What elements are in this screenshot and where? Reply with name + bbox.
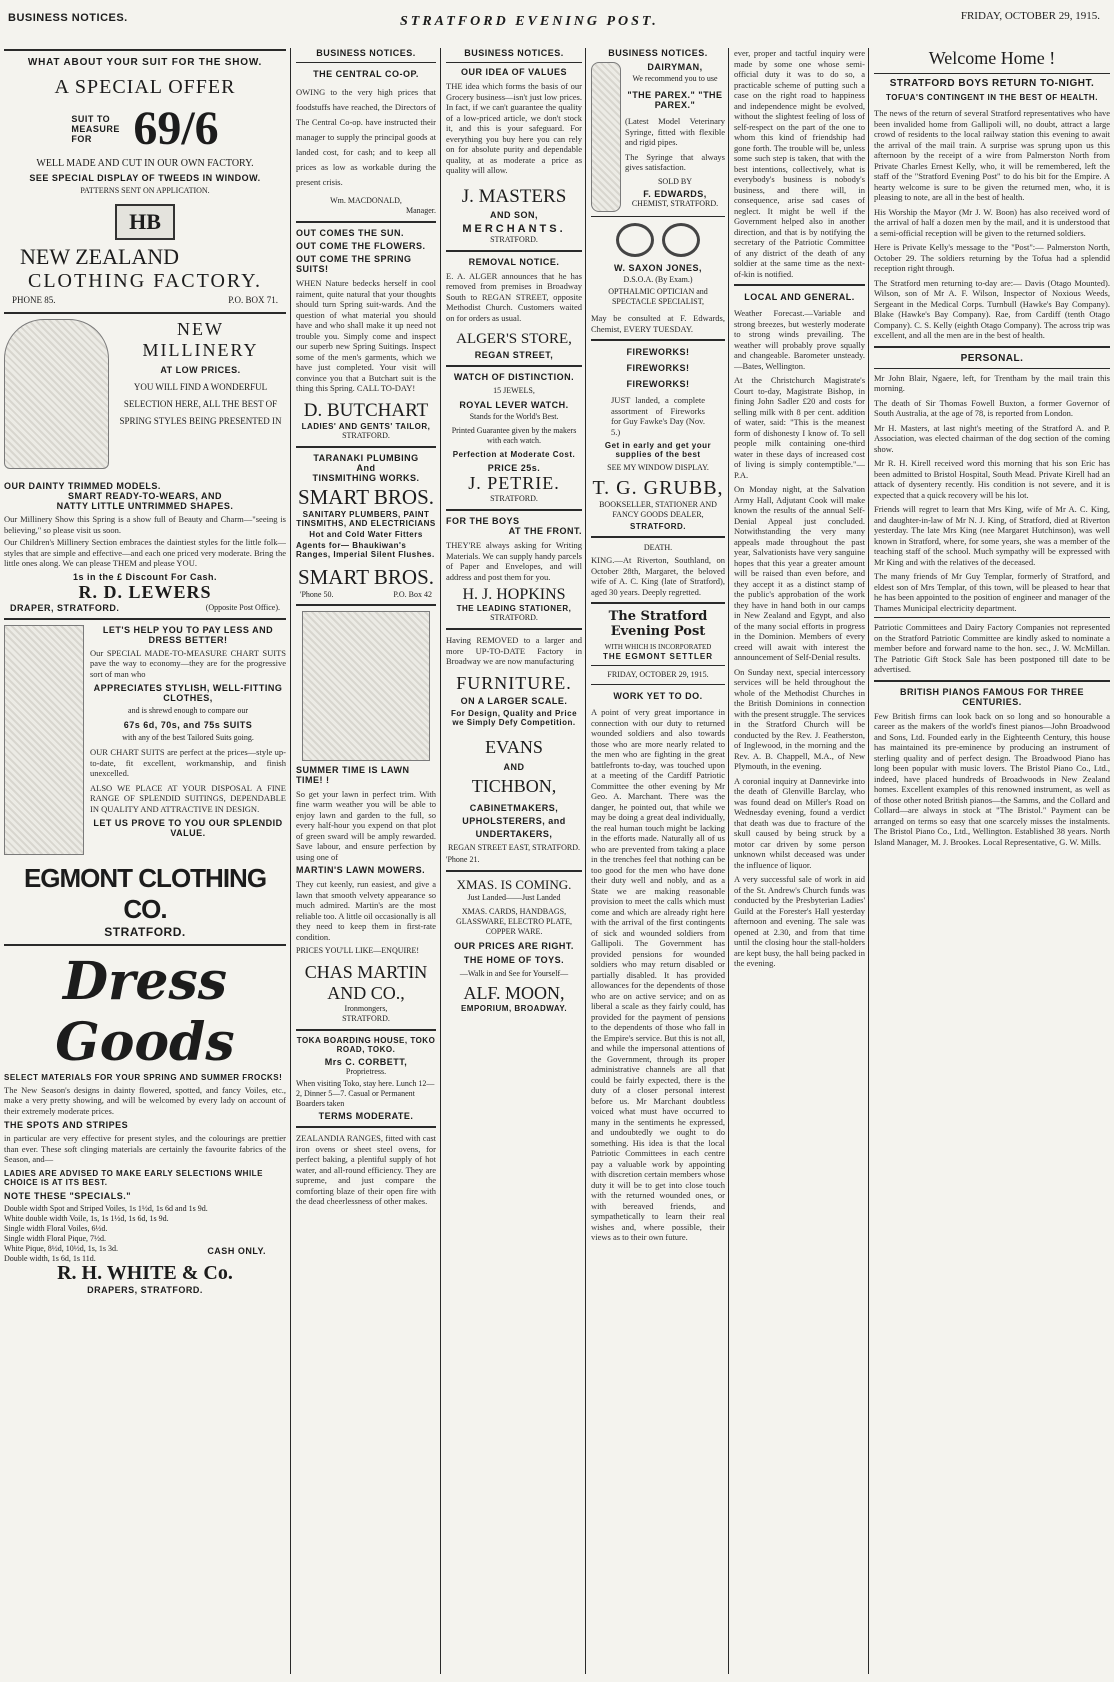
petrie-stratford: STRATFORD. — [490, 494, 538, 503]
personal-heading: PERSONAL. — [960, 352, 1024, 364]
latest-model: (Latest Model Veterinary Syringe, fitted with flexible and rigid pipes. — [625, 116, 725, 147]
clothing-factory: CLOTHING FACTORY. — [27, 270, 263, 292]
regan-east: REGAN STREET EAST, STRATFORD. — [448, 842, 580, 852]
appreciates-line: APPRECIATES STYLISH, WELL-FITTING CLOTHES, — [93, 683, 283, 703]
new-season-text: The New Season's designs in dainty flowered, spotted, and fancy Voiles, etc., make a very pretty showing, and will be welcomed by every lady on account of their extremely moderate prices. — [4, 1084, 286, 1116]
edwards-name: F. EDWARDS, — [643, 188, 707, 199]
welcome-home: Welcome Home ! — [928, 48, 1056, 68]
white-name: R. H. WHITE & Co. — [57, 1261, 233, 1284]
get-early: Get in early and get your supplies of the best — [604, 441, 712, 459]
spots-stripes: THE SPOTS AND STRIPES — [4, 1120, 129, 1130]
sunday-services: On Sunday next, special intercessory services will be held throughout the whole of the Methodist Churches in the British Dominions in connection with the present struggle. The services in the Stratford Church will be conducted by the Rev. J. Featherston, of Inglewood, in the morning and the Rev. A. B. Chappell, M.A., of New Plymouth, in the evening. — [734, 666, 865, 771]
see-window: SEE MY WINDOW DISPLAY. — [607, 463, 709, 472]
column-rule — [728, 48, 729, 1674]
tailored-line: with any of the best Tailored Suits going. — [122, 733, 254, 742]
chart-suits-text: Our SPECIAL MADE-TO-MEASURE CHART SUITS pave the way to economy—they are for the progressive sort of man who — [90, 647, 286, 679]
col3-business-notices: BUSINESS NOTICES. — [464, 48, 564, 58]
egmont-clothing: EGMONT CLOTHING CO. — [23, 862, 267, 924]
dso-exam: D.S.O.A. (By Exam.) — [623, 275, 693, 284]
watch-distinction: WATCH OF DISTINCTION. — [453, 372, 575, 382]
personal-6: The many friends of Mr Guy Templar, formerly of Stratford, and eldest son of Mrs Templar, of this town, will be pleased to hear that he has been appointed to the position of engineer and manager of the Thames Municipal electricity department. — [874, 571, 1110, 613]
grubb-name: T. G. GRUBB, — [592, 477, 724, 499]
personal-3: Mr H. Masters, at last night's meeting of the Stratford A. and P. Association, was elected chairman of the dog section of the coming show. — [874, 422, 1110, 454]
masthead-left: BUSINESS NOTICES. — [8, 12, 128, 24]
personal-4: Mr R. H. Kirell received word this morning that his son Eric has been admitted to Bristol Hospital, South Mead. Private Kirell had an attack of dysentery recently. His condition is not severe, and it is expected that a quick recovery will be his lot. — [874, 458, 1110, 500]
suited-man-illustration — [4, 625, 84, 855]
printed-guarantee: Printed Guarantee given by the makers with each watch. — [451, 426, 577, 445]
alger-text: E. A. ALGER announces that he has removed from premises in Broadway South to REGAN STREET, opposite Methodist Church. Customers waited on for orders as usual. — [446, 270, 582, 323]
edwards-chemist: CHEMIST, STRATFORD. — [631, 198, 719, 208]
also-suitings: ALSO WE PLACE AT YOUR DISPOSAL A FINE RANGE OF SPLENDID SUITINGS, DEPENDABLE IN QUALITY AND ATTRACTIVE IN DESIGN. — [90, 782, 286, 814]
recommend: We recommend you to use — [632, 74, 718, 83]
out-come-flowers: OUT COME THE FLOWERS. — [296, 241, 426, 251]
ironmongers: Ironmongers, — [344, 1004, 388, 1013]
for-the-boys: FOR THE BOYS — [446, 516, 520, 526]
effective-text: in particular are very effective for present styles, and the colourings are prettier than ever. These soft clinging materials are certainly the favourite fabrics of the Season, and— — [4, 1133, 286, 1164]
hot-cold-fitters: Hot and Cold Water Fitters — [309, 529, 423, 539]
kelly-message: Here is Private Kelly's message to the "Post":— Palmerston North, October 29. The soldiers returning by the Tofua had a splendid reception right through. — [874, 242, 1110, 273]
mowers-text: They cut keenly, run easiest, and give a lawn that smooth velvety appearance so much admired. Martin's are the most reliable too. A little oil occasionally is all they need to keep them in first-rate condition. — [296, 879, 436, 942]
column-rule — [868, 48, 869, 1674]
syringe-satisfaction: The Syringe that always gives satisfaction. — [625, 151, 725, 172]
coronial-inquiry: A coronial inquiry at Dannevirke into the death of Glenville Barclay, who was found dead on Miller's Road on Wednesday evening, found a verdict that death was due to fracture of the skull caused by being struck by a motor car driven by some person unknown whilst deceased was under the influence of liquor. — [734, 775, 865, 870]
summer-lawn: SUMMER TIME IS LAWN TIME! ! — [296, 764, 410, 785]
children-millinery-text: Our Children's Millinery Section embraces the daintiest styles for the little folk—styles that are simple and effective—and each one priced very moderate. Bring the little ones along. We can please THEM and please YOU. — [4, 537, 286, 568]
butchart-stratford: STRATFORD. — [342, 430, 390, 440]
chart-suits-perfect: OUR CHART SUITS are perfect at the prices—style up-to-date, fit excellent, workmanship, and finish unexcelled. — [90, 747, 286, 778]
boys-return: STRATFORD BOYS RETURN TO-NIGHT. — [889, 78, 1095, 89]
the-parex: "THE PAREX." "THE PAREX." — [627, 90, 723, 110]
martin-stratford: STRATFORD. — [342, 1014, 390, 1023]
work-yet-to-do: WORK YET TO DO. — [613, 691, 703, 701]
boys-text: THEY'RE always asking for Writing Materials. We can supply handy parcels of Paper and Envelopes, and will address and post them for you. — [446, 540, 582, 582]
patriotic-committees: Patriotic Committees and Dairy Factory Companies not represented on the Stratford Patriotic Committee are kindly asked to nominate a member before and forward name to the hon. sec., J. W. McMillan. The Patriotic Gift Stock Sale has been postponed till date to be advertised. — [874, 622, 1110, 674]
masthead — [0, 0, 1114, 44]
evans-name: EVANS — [485, 736, 543, 757]
alf-moon: ALF. MOON, — [463, 982, 565, 1003]
coop-text: OWING to the very high prices that foodstuffs have reached, the Directors of The Central Co-op. have instructed their manager to supply the principal goods at landed cost, for cash; and to keep all prices as low as workable during the present crisis. — [296, 87, 436, 187]
out-comes-sun: OUT COMES THE SUN. — [296, 228, 405, 238]
idea-text: THE idea which forms the basis of our Grocery business—isn't just low prices. In fact, if we can't guarantee the quality of a low-priced article, we don't stock it, and this is your safeguard. For everything you buy here you can rely on for absolute purity and dependable quality, at as moderate a price as quality will allow. — [446, 81, 582, 175]
chas-martin: CHAS MARTIN AND CO., — [304, 962, 428, 1003]
smart-ready: SMART READY-TO-WEARS, AND — [68, 491, 222, 501]
zealandia-ranges: ZEALANDIA RANGES, fitted with cast iron ovens or sheet steel ovens, for perfect baking, a plentiful supply of hot water, and all-round efficiency. They are supreme, and just compare the comforting blaze of their open fire with the dead cheerlessness of other makes. — [296, 1133, 436, 1206]
special-item: White double width Voile, 1s, 1s 1½d, 1s 6d, 1s 9d. — [4, 1213, 169, 1223]
nz-pobox: P.O. BOX 71. — [228, 295, 278, 305]
new-label: NEW — [177, 319, 224, 339]
hat-lady-illustration — [4, 319, 109, 469]
undertakers: UNDERTAKERS, — [475, 828, 553, 839]
natty-shapes: NATTY LITTLE UNTRIMMED SHAPES. — [56, 501, 234, 511]
suit-headline: WHAT ABOUT YOUR SUIT FOR THE SHOW. — [27, 57, 263, 68]
masters-stratford: STRATFORD. — [490, 234, 538, 244]
martins-mowers: MARTIN'S LAWN MOWERS. — [296, 865, 426, 875]
syringe-illustration — [591, 62, 621, 212]
regan-street: REGAN STREET, — [474, 350, 554, 360]
idea-of-values: OUR IDEA OF VALUES — [460, 67, 567, 77]
spectacle-lens-icon — [616, 223, 654, 257]
leading-stationer: THE LEADING STATIONER, — [456, 604, 572, 613]
smart-bros: SMART BROS. — [297, 484, 435, 509]
emporium: EMPORIUM, BROADWAY. — [460, 1003, 568, 1013]
agents-for: Agents for— Bhaukiwan's Ranges, Imperial Silent Flushes. — [296, 540, 435, 559]
tinsmithing-works: TINSMITHING WORKS. — [312, 472, 420, 483]
personal-5: Friends will regret to learn that Mrs King, wife of Mr A. C. King, and daughter-in-law of Mr N. J. King, of Stratford, died at Riverton yesterday. The late Mrs King (nee Margaret Hutchinson), was well known in Stratford, where, for some years, she was a member of the teaching staff of the school. Much sympathy will be expressed with Mr King and with the relatives of the deceased. — [874, 504, 1110, 567]
dateline: FRIDAY, OCTOBER 29, 1915. — [607, 670, 709, 679]
nature-text: WHEN Nature bedecks herself in cool raiment, quite natural that your thoughts should turn Spring suit-wards. And the question of what material you should have and who shall make it up need not trouble you. Simply come and inspect our superb new Spring Suitings. Inspect some of the men's garments, which we have just completed. Your visit will convince you that a Butchart suit is the thing this Spring. CALL TO-DAY! — [296, 278, 436, 393]
incorporated: WITH WHICH IS INCORPORATED — [604, 643, 712, 651]
royal-lever: ROYAL LEVER WATCH. — [459, 400, 569, 410]
lewers-name: R. D. LEWERS — [78, 581, 212, 602]
col2-business-notices: BUSINESS NOTICES. — [316, 48, 416, 58]
smart-pobox: P.O. Box 42 — [393, 589, 432, 599]
fireworks-text: JUST landed, a complete assortment of Fireworks for Guy Fawke's Day (Nov. 5.) — [611, 395, 705, 437]
made-in-factory: WELL MADE AND CUT IN OUR OWN FACTORY. — [36, 158, 254, 169]
returning-list: The Stratford men returning to-day are:— Davis (Otago Mounted). Wilson, son of Mr A. F. Wilson, Inspector of Noxious Weeds, Sergeant in the Medical Corps. Turnbull (Hawke's Bay Company). Blake (Hawke's Bay Company). Rae, from Cardiff (tenth Otago Company). C. S. Kelly (eighth Otago Company). The across trip was excellent, and all the men are in the best of health. — [874, 277, 1110, 340]
leader-continued: ever, proper and tactful inquiry were made by some one whose semi-official duty it was to do so, a practicable scheme of putting such a case on the right road to happiness and independence might be evolved, without the slightest feeling of loss of self-respect on the part of the one to whom this kind of friendship had gone forth. The trouble will be, unless some such step is taken, that with the best intentions, collectively, what is everybody's business is nobody's business, and there will, in consequence, arise sad cases of neglect. It might be well if the Government helped also in another direction, and that is by notifying the secretary of the Patriotic Committee of any district of the death of any soldier at the same time as the next-of-kin is notified. — [734, 48, 865, 279]
consulted: May be consulted at F. Edwards, Chemist, EVERY TUESDAY. — [591, 313, 725, 334]
nz-label: NEW ZEALAND — [20, 244, 180, 269]
white-drapers: DRAPERS, STRATFORD. — [87, 1284, 203, 1295]
nz-phone: PHONE 85. — [12, 295, 56, 305]
saxon-jones: W. SAXON JONES, — [613, 263, 703, 273]
death-heading: DEATH. — [643, 543, 673, 552]
patterns-note: PATTERNS SENT ON APPLICATION. — [80, 186, 210, 195]
at-the-front: AT THE FRONT. — [508, 526, 582, 536]
special-item: Single width Floral Voiles, 6½d. — [4, 1223, 108, 1233]
select-materials: SELECT MATERIALS FOR YOUR SPRING AND SUMMER FROCKS! — [4, 1072, 283, 1082]
algers-store: ALGER'S STORE, — [456, 331, 572, 347]
masthead-date: FRIDAY, OCTOBER 29, 1915. — [960, 10, 1100, 22]
sanitary-plumbers: SANITARY PLUMBERS, PAINT TINSMITHS, AND ELECTRICIANS — [296, 509, 436, 528]
let-us-prove: LET US PROVE TO YOU OUR SPLENDID VALUE. — [93, 818, 283, 838]
egmont-settler: THE EGMONT SETTLER — [603, 652, 713, 661]
prices-right: OUR PRICES ARE RIGHT. — [454, 940, 574, 951]
discount-note: 1s in the £ Discount For Cash. — [72, 571, 218, 582]
xmas-coming: XMAS. IS COMING. — [456, 876, 572, 892]
column-rule — [585, 48, 586, 1674]
col4-business-notices: BUSINESS NOTICES. — [608, 48, 708, 58]
evans-and: AND — [503, 761, 525, 772]
watch-price: PRICE 25s. — [487, 463, 541, 473]
salvation-army: On Monday night, at the Salvation Army Hall, Adjutant Cook will make known the results of the annual Self-Denial Appeal just concluded. Notwithstanding the very many appeals made throughout the past year, Salvationists have very sanguine hopes that this year a greater amount will be raised than even before, and they accept it as a distinct stamp of the public's approbation of the work they have in hand both in our camps in New Zealand and Egypt, and also of the many social efforts in progress in the Dominion. Members of every creed will await with interest the announcement of Self-Denial results. — [734, 484, 865, 662]
prices-like: PRICES YOU'LL LIKE—ENQUIRE! — [296, 946, 420, 955]
death-notice: KING.—At Riverton, Southland, on October 28th, Margaret, the beloved wife of A. C. King (late of Stratford), aged 30 years. Deeply regretted. — [591, 555, 725, 597]
nz-clothing-logo: HB — [115, 204, 175, 240]
help-headline: LET'S HELP YOU TO PAY LESS AND DRESS BETTER! — [102, 624, 274, 645]
wonderful-selection: YOU WILL FIND A WONDERFUL SELECTION HERE, ALL THE BEST OF SPRING STYLES BEING PRESENTED IN — [119, 382, 282, 426]
cabinetmakers: CABINETMAKERS, — [469, 802, 559, 813]
newspaper-title: STRATFORD EVENING POST. — [400, 14, 659, 29]
masters-son: AND SON, — [489, 209, 538, 220]
butchart-tailor: LADIES' AND GENTS' TAILOR, — [301, 421, 431, 431]
millinery-label: MILLINERY — [142, 340, 259, 360]
fireworks-3: FIREWORKS! — [626, 379, 690, 389]
lawn-mower-illustration — [302, 611, 430, 761]
leader-article: A point of very great importance in connection with our duty to returned wounded soldiers and also towards those who are more nearly related to the men who are fighting in the great battlefronts to-day, was touched upon at a meeting of the Cardiff Patriotic Committee the other evening by Mr Geo. A. Marchant. There was the danger, he pointed out, that while we may be doing a great deal individually, the real human touch might be lacking in the efforts made. Naturally all of us who are prevented from taking a place in the trenches feel that nothing can be too good for the men who have done their duty well and nobly, and as a State we are making reasonable provision to meet the calls which must come and which are already right here with the arrival of the first contingents of sick and wounded soldiers from Gallipoli. The Government has provided pensions for wounded soldiers who may return disabled or partially disabled. It has provided allowances for the dependents of those who are on active service; and on as liberal a scale as they fairly could, has provided for the payment of pensions to the dependents of those who fall in the Empire's service. But this is not all, and while the impersonal attentions of the Government, through its proper administrative channels are all that could be fairly expected, there is the duty of a closer personal interest before us. Mr Marchant doubtless voiced what must have occurred to many in the sentiments he expressed, and undoubtedly we ought to do something. His idea is that the local Patriotic Committees in each centre pay a valuable work by appointing with discretion certain members whose duty it will be to get into close touch with the returned wounded ones, or with bereaved friends, and sympathetically to learn their real wishes and, where possible, their views as to their own future. — [591, 707, 725, 1242]
personal-1: Mr John Blair, Ngaere, left, for Trentham by the mail train this morning. — [874, 372, 1110, 393]
column-2 — [296, 44, 436, 1676]
lewers-draper: DRAPER, STRATFORD. — [10, 602, 120, 613]
special-item: Double width, 1s 6d, 1s 11d. — [4, 1253, 96, 1263]
special-offer: A SPECIAL OFFER — [54, 76, 236, 98]
court-item: At the Christchurch Magistrate's Court to-day, Magistrate Bishop, in fining John Sadler £20 and costs for selling milk with 8 per cent. addition of water, said: "This is the meanest form of dishonesty I know of. To sell people milk containing one-third water in these days of increased cost of living is simply contemptible."—P.A. — [734, 375, 865, 480]
hopkins-name: H. J. HOPKINS — [462, 586, 566, 603]
column-6 — [874, 44, 1110, 1676]
shrewd-line: and is shrewd enough to compare our — [128, 706, 248, 715]
lewers-opposite: (Opposite Post Office). — [205, 602, 280, 612]
butchart-name: D. BUTCHART — [303, 399, 429, 421]
stands-best: Stands for the World's Best. — [469, 412, 559, 421]
terms-moderate: TERMS MODERATE. — [318, 1111, 414, 1121]
fifteen-jewels: 15 JEWELS, — [493, 386, 535, 395]
dress-goods-script: Dress Goods — [55, 950, 235, 1073]
home-of-toys: THE HOME OF TOYS. — [463, 954, 565, 965]
upholsterers: UPHOLSTERERS, and — [462, 815, 566, 826]
perfection-cost: Perfection at Moderate Cost. — [452, 450, 576, 459]
masters-name: J. MASTERS — [461, 185, 567, 207]
special-item: Double width Spot and Striped Voiles, 1s 1½d, 1s 6d and 1s 9d. — [4, 1203, 208, 1213]
column-rule — [290, 48, 291, 1674]
personal-2: The death of Sir Thomas Fowell Buxton, a former Governor of South Australia, at the age of 78, is reported from London. — [874, 397, 1110, 418]
mayor-word: His Worship the Mayor (Mr J. W. Boon) has also received word of the arrival of half a dozen men by the mail, and it is understood that a semi-official reception will be given to the returned soldiers. — [874, 206, 1110, 238]
local-general: LOCAL AND GENERAL. — [744, 292, 855, 302]
tweeds-display: SEE SPECIAL DISPLAY OF TWEEDS IN WINDOW. — [29, 173, 261, 183]
petrie-name: J. PETRIE. — [468, 473, 560, 493]
paper-name: The Stratford Evening Post — [608, 609, 708, 639]
special-item: Single width Floral Pique, 7½d. — [4, 1233, 106, 1243]
taranaki-and: And — [356, 462, 376, 473]
furniture-label: FURNITURE. — [456, 672, 572, 693]
toko-meals: When visiting Toko, stay here. Lunch 12—2, Dinner 5—7. Casual or Permanent Boarders taken — [296, 1079, 435, 1108]
coop-macdonald: Wm. MACDONALD, — [330, 196, 402, 205]
smart-phone: 'Phone 50. — [300, 589, 334, 599]
proprietress: Proprietress. — [345, 1067, 387, 1076]
removal-notice: REMOVAL NOTICE. — [468, 256, 560, 267]
coop-manager: Manager. — [406, 206, 436, 215]
fireworks-2: FIREWORKS! — [626, 363, 690, 373]
taranaki-plumbing: TARANAKI PLUMBING — [313, 452, 419, 463]
hopkins-stratford: STRATFORD. — [490, 613, 538, 622]
xmas-cards: XMAS. CARDS, HANDBAGS, GLASSWARE, ELECTRO PLATE, COPPER WARE. — [456, 906, 572, 936]
grubb-stratford: STRATFORD. — [630, 522, 686, 531]
walk-in: —Walk in and See for Yourself— — [459, 968, 569, 978]
note-specials: NOTE THESE "SPECIALS." — [4, 1190, 132, 1201]
suit-prices: 67s 6d, 70s, and 75s SUITS — [123, 720, 253, 730]
british-pianos: BRITISH PIANOS FAMOUS FOR THREE CENTURIES. — [899, 686, 1084, 707]
lawn-text: So get your lawn in perfect trim. With fine warm weather you will be able to enjoy lawn and garden to the full, so every half-hour you expend on that plot of green sward will be amply rewarded. Save labour, and ensure perfection by using one of — [296, 788, 436, 862]
design-quality: For Design, Quality and Price we Simply Defy Competition. — [450, 708, 578, 727]
column-1 — [4, 44, 286, 1676]
special-item: White Pique, 8½d, 10½d, 1s, 1s 3d. — [4, 1243, 118, 1253]
pianos-text: Few British firms can look back on so long and so honourable a career as the makers of the world's finest pianos—John Broadwood and Sons, Ltd. Founded early in the Eighteenth Century, this house has maintained its pre-eminence by producing an instrument of sterling quality and of perfect design. The Broadwood Piano has long been popular with music lovers. The Bristol Piano Co., Ltd., indeed, have placed hundreds of Broadwoods in New Zealand homes. Excellent examples of this renowned instrument, as well as of those other noted British pianos—the Samms, and the Collard and Collard—are always in stock at "The Bristol." Payment can be arranged on terms so easy that one scarcely misses the instalments. The Bristol Piano Co., Ltd., Wellington. Established 38 years. North Island Manager, M. J. Brookes. Local Representative, G. W. Mills. — [874, 710, 1110, 847]
sold-by: SOLD BY — [657, 176, 692, 186]
bookseller: BOOKSELLER, STATIONER AND FANCY GOODS DEALER, — [599, 500, 717, 519]
weather-forecast: Weather Forecast.—Variable and strong breezes, but westerly moderate to strong winds prevailing. The weather will probably prove squally and changeable. Barometer unsteady.—Bates, Wellington. — [734, 308, 865, 371]
fireworks-1: FIREWORKS! — [626, 347, 690, 357]
suit-price: 69/6 — [133, 102, 219, 155]
millinery-show-text: Our Millinery Show this Spring is a show full of Beauty and Charm—"seeing is believing," so please visit us soon. — [4, 514, 286, 535]
column-3 — [446, 44, 582, 1676]
egmont-stratford: STRATFORD. — [104, 924, 186, 939]
larger-scale: ON A LARGER SCALE. — [460, 695, 568, 706]
dairyman: DAIRYMAN, — [647, 62, 703, 72]
out-come-suits: OUT COME THE SPRING SUITS! — [296, 254, 412, 274]
evans-phone: 'Phone 21. — [446, 854, 480, 864]
column-5 — [734, 44, 865, 1676]
smart-bros-2: SMART BROS. — [297, 564, 435, 589]
central-coop: THE CENTRAL CO-OP. — [313, 69, 419, 79]
sale-of-work: A very successful sale of work in aid of the St. Andrew's Church funds was conducted by the Presbyterian Ladies' Guild at the Forester's Hall yesterday afternoon and evening. The sale was opened at 2.30, and from that time until the closing hour the stall-holders are kept busy, the hall being packed in the evening. — [734, 874, 865, 968]
spectacle-lens-icon — [662, 223, 700, 257]
tichbon-name: TICHBON, — [471, 775, 557, 796]
just-landed: Just Landed——Just Landed — [467, 892, 561, 902]
corbett-name: Mrs C. CORBETT, — [324, 1057, 408, 1067]
return-news: The news of the return of several Stratford representatives who have been invalided home from Gallipoli will, no doubt, attract a large crowd of residents to the local railway station this evening to await the arrival of the mail train. A surprise was sprung upon us this afternoon by the receipt of a wire from Palmerston North from Private Charles Ernest Kelly, who, it will be remembered, left the staff of the "Stratford Evening Post" to do his bit for the Empire. A hearty welcome is sure to be given the returned men, who, it is pleasing to note, are all in the best of health. — [874, 108, 1110, 202]
removed-factory: Having REMOVED to a larger and more UP-TO-DATE Factory in Broadway we are now manufacturing — [446, 635, 582, 666]
dainty-models: OUR DAINTY TRIMMED MODELS. — [4, 481, 161, 491]
cash-only: CASH ONLY. — [207, 1245, 266, 1256]
column-4 — [591, 44, 725, 1676]
merchants: MERCHANTS. — [462, 222, 566, 235]
toko-boarding: TOKA BOARDING HOUSE, TOKO ROAD, TOKO. — [296, 1036, 436, 1054]
ladies-advised: LADIES ARE ADVISED TO MAKE EARLY SELECTIONS WHILE CHOICE IS AT ITS BEST. — [4, 1168, 263, 1187]
column-rule — [440, 48, 441, 1674]
low-prices: AT LOW PRICES. — [160, 365, 241, 375]
tofua-contingent: TOFUA'S CONTINGENT IN THE BEST OF HEALTH. — [886, 93, 1098, 102]
optician: OPTHALMIC OPTICIAN and SPECTACLE SPECIALIST, — [608, 287, 708, 306]
suit-to-measure: SUIT TO MEASURE FOR — [71, 113, 120, 144]
